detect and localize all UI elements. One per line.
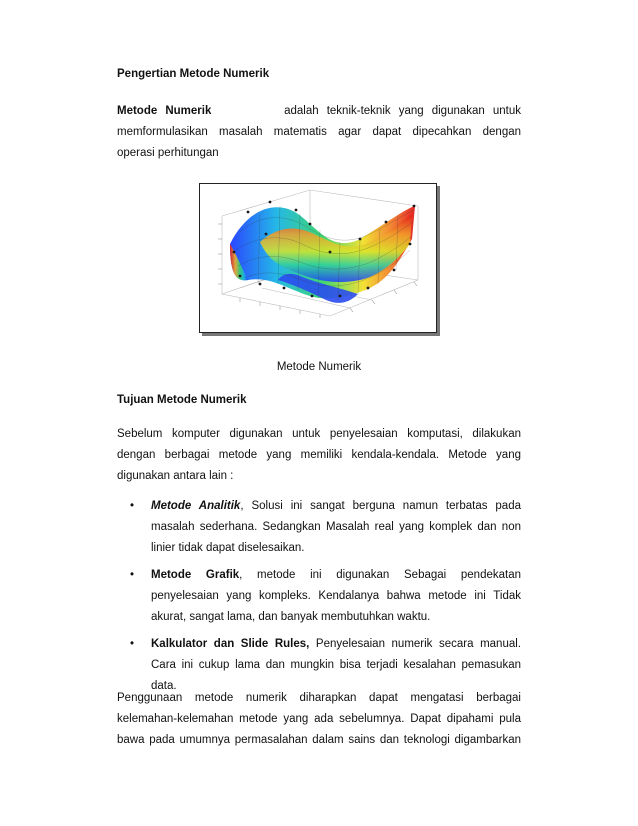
paragraph-line: Penggunaan metode numerik diharapkan dapat mengatasi berbagai <box>117 692 521 704</box>
surface-plot-figure <box>199 183 437 333</box>
paragraph-intro <box>117 424 521 487</box>
list-item-term: Metode Analitik <box>151 500 241 512</box>
list-item <box>117 565 521 628</box>
paragraph-line: operasi perhitungan <box>117 147 219 159</box>
list-item-term: Kalkulator dan Slide Rules, <box>151 638 310 650</box>
paragraph-line: Sebelum komputer digunakan untuk penyelesaian komputasi, dilakukan <box>117 428 521 440</box>
paragraph-definition <box>117 101 521 164</box>
methods-list <box>117 496 521 703</box>
paragraph-line: dengan berbagai metode yang memiliki kendala-kendala. Metode yang <box>117 449 521 461</box>
list-item-text: Penyelesaian numerik secara manual. Cara ini cukup lama dan mungkin bisa terjadi kesalahan pemasukan data. <box>151 638 521 692</box>
list-item-text: , metode ini digunakan Sebagai pendekatan penyelesaian yang kompleks. Kendalanya bahwa metode ini Tidak akurat, sangat lama, dan banyak membutuhkan waktu. <box>151 569 521 623</box>
surface-mesh <box>230 201 415 303</box>
list-item-text: , Solusi ini sangat berguna namun terbatas pada masalah sederhana. Sedangkan Masalah real yang komplek dan non linier tidak dapat diselesaikan. <box>151 500 521 554</box>
heading-pengertian: Pengertian Metode Numerik <box>117 68 270 80</box>
bullet-icon: • <box>130 500 135 512</box>
figure-caption: Metode Numerik <box>276 361 362 373</box>
surface-plot-image <box>200 184 436 332</box>
list-item-term: Metode Grafik <box>151 569 240 581</box>
bold-term: Metode Numerik <box>117 105 212 117</box>
paragraph-line: memformulasikan masalah matematis agar dapat dipecahkan dengan <box>117 126 521 138</box>
paragraph-line: bawa pada umumnya permasalahan dalam sains dan teknologi digambarkan <box>117 734 521 746</box>
bullet-icon: • <box>130 638 135 650</box>
paragraph-line <box>117 101 521 122</box>
heading-tujuan: Tujuan Metode Numerik <box>117 394 247 406</box>
paragraph-closing <box>117 688 521 751</box>
paragraph-line: kelemahan-kelemahan metode yang ada sebelumnya. Dapat dipahami pula <box>117 713 521 725</box>
paragraph-line: digunakan antara lain : <box>117 470 234 482</box>
line-text: adalah teknik-teknik yang digunakan untuk <box>284 105 522 117</box>
list-item <box>117 496 521 559</box>
bullet-icon: • <box>130 569 135 581</box>
